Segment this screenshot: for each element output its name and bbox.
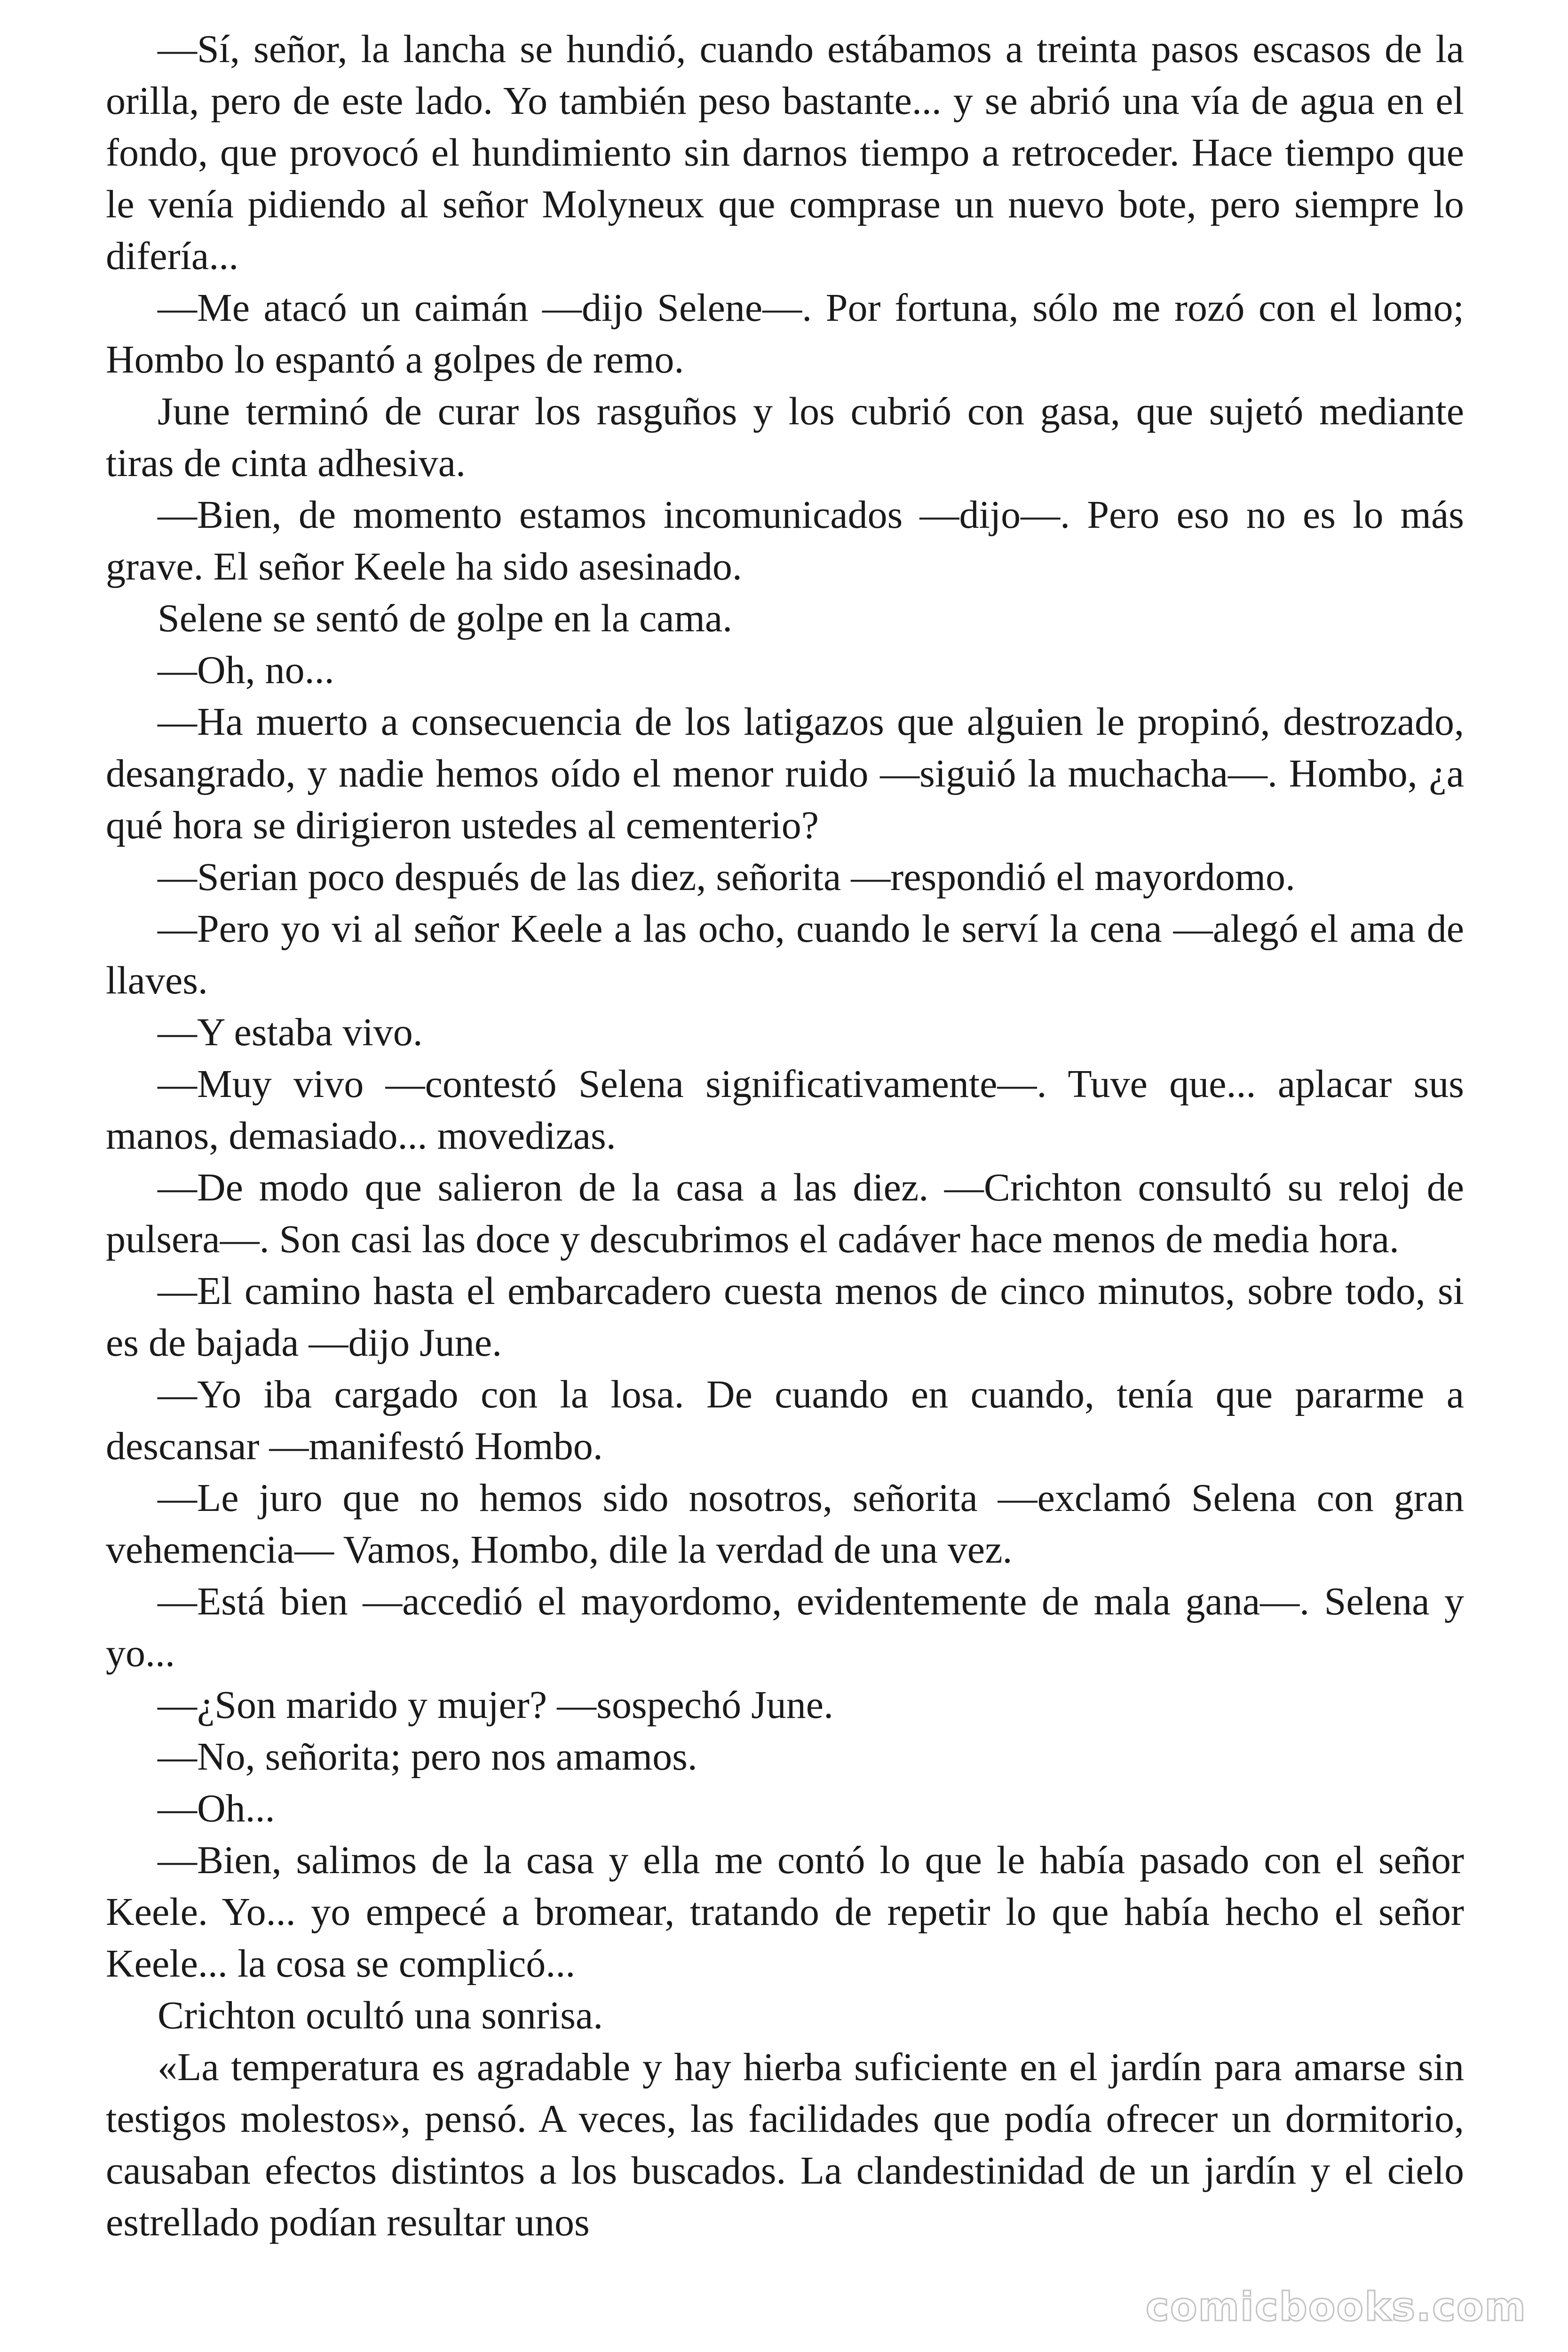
paragraph-1: —Sí, señor, la lancha se hundió, cuando estábamos a treinta pasos escasos de la orilla, pero de este lado. Yo también peso bastante... y se abrió una vía de agua en el fondo, que provocó el hundimiento sin darnos tiempo a retroceder. Hace tiempo que le venía pidiendo al señor Molyneux que comprase un nuevo bote, pero siempre lo difería... (106, 27, 1464, 278)
book-page (106, 24, 1464, 2249)
paragraph-16: —Está bien —accedió el mayordomo, evidentemente de mala gana—. Selena y yo... (106, 1580, 1464, 1675)
paragraph-21: Crichton ocultó una sonrisa. (158, 1994, 603, 2037)
paragraph-6: —Oh, no... (158, 648, 334, 692)
paragraph-22: «La temperatura es agradable y hay hierba suficiente en el jardín para amarse sin testigos molestos», pensó. A veces, las facilidades que podía ofrecer un dormitorio, causaban efectos distintos a los buscados. La clandestinidad de un jardín y el cielo estrellado podían resultar unos (106, 2045, 1464, 2244)
paragraph-10: —Y estaba vivo. (158, 1010, 423, 1054)
paragraph-9: —Pero yo vi al señor Keele a las ocho, cuando le serví la cena —alegó el ama de llaves. (106, 907, 1464, 1002)
paragraph-8: —Serian poco después de las diez, señorita —respondió el mayordomo. (158, 855, 1296, 899)
paragraph-7: —Ha muerto a consecuencia de los latigazos que alguien le propinó, destrozado, desangrado, y nadie hemos oído el menor ruido —siguió la muchacha—. Hombo, ¿a qué hora se dirigieron ustedes al cementerio? (106, 700, 1464, 847)
paragraph-11: —Muy vivo —contestó Selena significativamente—. Tuve que... aplacar sus manos, demasiado... movedizas. (106, 1062, 1464, 1158)
watermark: comicbooks.com (1146, 2284, 1527, 2330)
paragraph-4: —Bien, de momento estamos incomunicados —dijo—. Pero eso no es lo más grave. El señor Keele ha sido asesinado. (106, 493, 1464, 588)
paragraph-12: —De modo que salieron de la casa a las diez. —Crichton consultó su reloj de pulsera—. Son casi las doce y descubrimos el cadáver hace menos de media hora. (106, 1166, 1464, 1261)
paragraph-15: —Le juro que no hemos sido nosotros, señorita —exclamó Selena con gran vehemencia— Vamos, Hombo, dile la verdad de una vez. (106, 1476, 1464, 1572)
paragraph-2: —Me atacó un caimán —dijo Selene—. Por fortuna, sólo me rozó con el lomo; Hombo lo espantó a golpes de remo. (106, 286, 1464, 381)
paragraph-18: —No, señorita; pero nos amamos. (158, 1735, 697, 1779)
paragraph-3: June terminó de curar los rasguños y los cubrió con gasa, que sujetó mediante tiras de cinta adhesiva. (106, 389, 1464, 485)
paragraph-14: —Yo iba cargado con la losa. De cuando en cuando, tenía que pararme a descansar —manifestó Hombo. (106, 1373, 1464, 1468)
paragraph-13: —El camino hasta el embarcadero cuesta menos de cinco minutos, sobre todo, si es de bajada —dijo June. (106, 1269, 1464, 1365)
paragraph-17: —¿Son marido y mujer? —sospechó June. (158, 1683, 834, 1727)
paragraph-5: Selene se sentó de golpe en la cama. (158, 596, 733, 640)
paragraph-20: —Bien, salimos de la casa y ella me contó lo que le había pasado con el señor Keele. Yo... yo empecé a bromear, tratando de repetir lo que había hecho el señor Keele... la cosa se complicó... (106, 1838, 1464, 1986)
paragraph-19: —Oh... (158, 1787, 275, 1830)
